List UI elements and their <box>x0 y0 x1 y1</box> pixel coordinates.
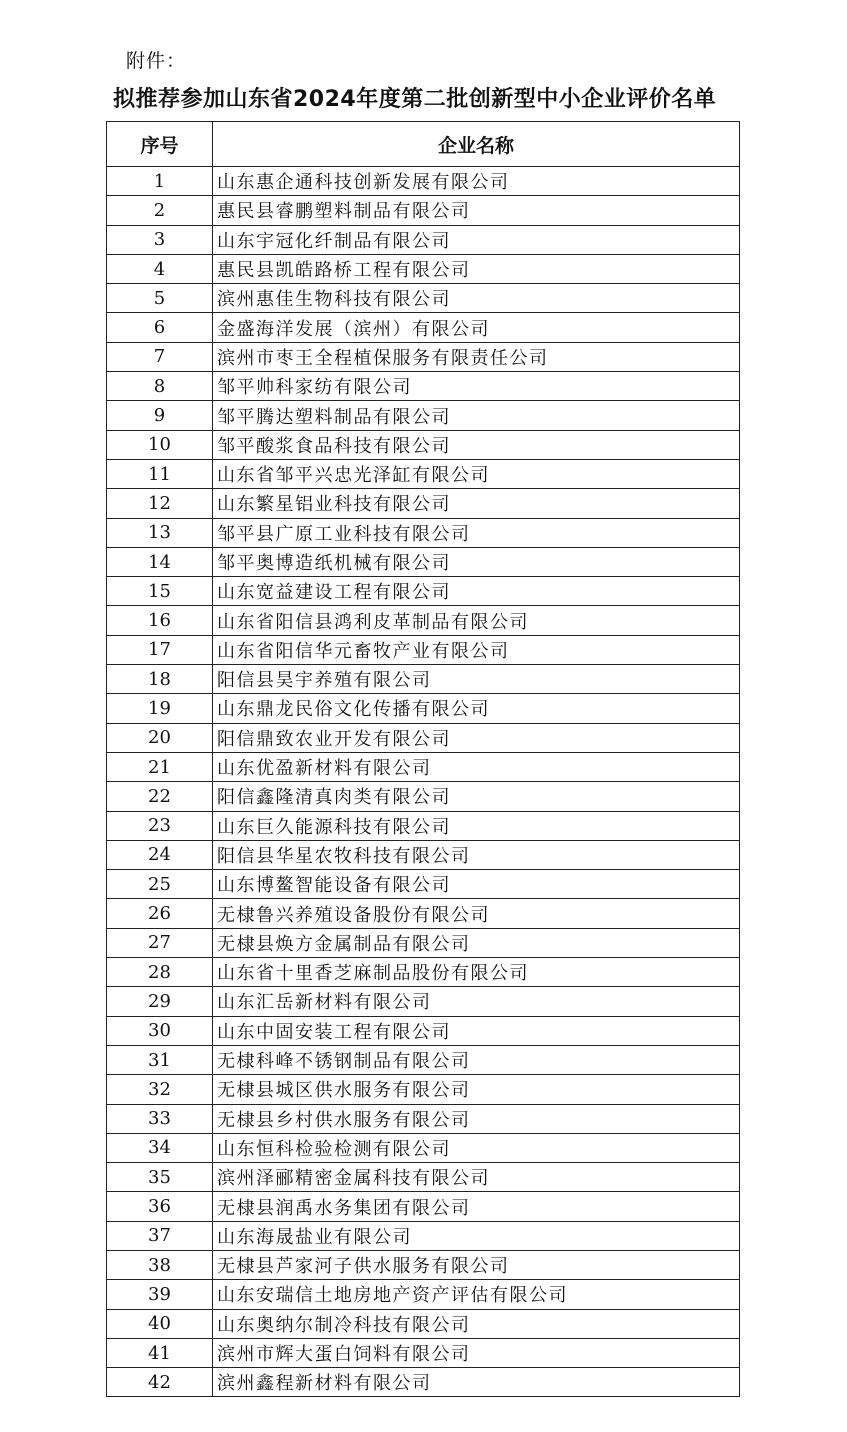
table-row <box>107 1280 740 1309</box>
enterprise-name: 山东安瑞信土地房地产资产评估有限公司 <box>213 1280 740 1309</box>
enterprise-name: 山东博鳌智能设备有限公司 <box>213 870 740 899</box>
table-row <box>107 987 740 1016</box>
enterprise-name: 山东省阳信县鸿利皮革制品有限公司 <box>213 606 740 635</box>
table-row <box>107 167 740 196</box>
enterprise-name: 山东奥纳尔制冷科技有限公司 <box>213 1309 740 1338</box>
table-row <box>107 606 740 635</box>
table-row <box>107 459 740 488</box>
table-row <box>107 899 740 928</box>
table-row <box>107 1309 740 1338</box>
table-row <box>107 1104 740 1133</box>
enterprise-name: 无棣县乡村供水服务有限公司 <box>213 1104 740 1133</box>
row-index: 5 <box>107 284 213 313</box>
row-index: 36 <box>107 1192 213 1221</box>
table-row <box>107 372 740 401</box>
table-row <box>107 1133 740 1162</box>
enterprise-name: 山东省十里香芝麻制品股份有限公司 <box>213 958 740 987</box>
header-enterprise-name: 企业名称 <box>213 122 740 167</box>
enterprise-name: 山东宇冠化纤制品有限公司 <box>213 225 740 254</box>
enterprise-name: 山东海晟盐业有限公司 <box>213 1221 740 1250</box>
row-index: 3 <box>107 225 213 254</box>
table-row <box>107 196 740 225</box>
table-row <box>107 928 740 957</box>
enterprise-name: 无棣科峰不锈钢制品有限公司 <box>213 1045 740 1074</box>
row-index: 31 <box>107 1045 213 1074</box>
row-index: 26 <box>107 899 213 928</box>
enterprise-name: 山东繁星铝业科技有限公司 <box>213 489 740 518</box>
enterprise-name: 山东惠企通科技创新发展有限公司 <box>213 167 740 196</box>
table-row <box>107 1192 740 1221</box>
table-row <box>107 840 740 869</box>
table-row <box>107 401 740 430</box>
header-index: 序号 <box>107 122 213 167</box>
enterprise-name: 无棣鲁兴养殖设备股份有限公司 <box>213 899 740 928</box>
row-index: 13 <box>107 518 213 547</box>
row-index: 25 <box>107 870 213 899</box>
row-index: 11 <box>107 459 213 488</box>
row-index: 14 <box>107 547 213 576</box>
table-row <box>107 1163 740 1192</box>
row-index: 33 <box>107 1104 213 1133</box>
enterprise-name: 滨州市辉大蛋白饲料有限公司 <box>213 1338 740 1367</box>
enterprise-name: 惠民县凯皓路桥工程有限公司 <box>213 254 740 283</box>
row-index: 1 <box>107 167 213 196</box>
row-index: 7 <box>107 342 213 371</box>
enterprise-name: 滨州鑫程新材料有限公司 <box>213 1368 740 1397</box>
enterprise-name: 无棣县芦家河子供水服务有限公司 <box>213 1250 740 1279</box>
enterprise-name: 金盛海洋发展（滨州）有限公司 <box>213 313 740 342</box>
table-row <box>107 752 740 781</box>
row-index: 34 <box>107 1133 213 1162</box>
row-index: 18 <box>107 665 213 694</box>
table-row <box>107 342 740 371</box>
enterprise-name: 山东省邹平兴忠光泽缸有限公司 <box>213 459 740 488</box>
row-index: 6 <box>107 313 213 342</box>
table-row <box>107 313 740 342</box>
table-row <box>107 1338 740 1367</box>
row-index: 30 <box>107 1016 213 1045</box>
enterprise-name: 滨州市枣王全程植保服务有限责任公司 <box>213 342 740 371</box>
table-row <box>107 723 740 752</box>
enterprise-name: 山东恒科检验检测有限公司 <box>213 1133 740 1162</box>
table-row <box>107 1250 740 1279</box>
table-row <box>107 870 740 899</box>
enterprise-name: 山东宽益建设工程有限公司 <box>213 577 740 606</box>
row-index: 42 <box>107 1368 213 1397</box>
table-row <box>107 1016 740 1045</box>
table-row <box>107 694 740 723</box>
row-index: 4 <box>107 254 213 283</box>
table-row <box>107 284 740 313</box>
row-index: 41 <box>107 1338 213 1367</box>
enterprise-name: 山东省阳信华元畜牧产业有限公司 <box>213 635 740 664</box>
table-header-row <box>107 122 740 167</box>
row-index: 38 <box>107 1250 213 1279</box>
row-index: 23 <box>107 811 213 840</box>
row-index: 17 <box>107 635 213 664</box>
table-row <box>107 1368 740 1397</box>
table-row <box>107 811 740 840</box>
enterprise-name: 阳信鑫隆清真肉类有限公司 <box>213 782 740 811</box>
enterprise-name: 邹平酸浆食品科技有限公司 <box>213 430 740 459</box>
row-index: 2 <box>107 196 213 225</box>
enterprise-name: 山东巨久能源科技有限公司 <box>213 811 740 840</box>
row-index: 27 <box>107 928 213 957</box>
enterprise-name: 惠民县睿鹏塑料制品有限公司 <box>213 196 740 225</box>
table-row <box>107 665 740 694</box>
enterprise-name: 邹平县广原工业科技有限公司 <box>213 518 740 547</box>
row-index: 28 <box>107 958 213 987</box>
table-row <box>107 958 740 987</box>
enterprise-name: 邹平帅科家纺有限公司 <box>213 372 740 401</box>
row-index: 10 <box>107 430 213 459</box>
row-index: 15 <box>107 577 213 606</box>
table-row <box>107 1075 740 1104</box>
table-row <box>107 635 740 664</box>
row-index: 40 <box>107 1309 213 1338</box>
row-index: 32 <box>107 1075 213 1104</box>
row-index: 24 <box>107 840 213 869</box>
row-index: 20 <box>107 723 213 752</box>
enterprise-name: 山东中固安装工程有限公司 <box>213 1016 740 1045</box>
attachment-label: 附件： <box>126 50 187 72</box>
enterprise-name: 无棣县焕方金属制品有限公司 <box>213 928 740 957</box>
enterprise-name: 无棣县润禹水务集团有限公司 <box>213 1192 740 1221</box>
document-title: 拟推荐参加山东省2024年度第二批创新型中小企业评价名单 <box>113 87 717 112</box>
table-row <box>107 489 740 518</box>
row-index: 39 <box>107 1280 213 1309</box>
enterprise-name: 山东汇岳新材料有限公司 <box>213 987 740 1016</box>
enterprise-name: 阳信县华星农牧科技有限公司 <box>213 840 740 869</box>
row-index: 16 <box>107 606 213 635</box>
enterprise-name: 山东鼎龙民俗文化传播有限公司 <box>213 694 740 723</box>
enterprise-name: 滨州惠佳生物科技有限公司 <box>213 284 740 313</box>
row-index: 22 <box>107 782 213 811</box>
row-index: 12 <box>107 489 213 518</box>
table-row <box>107 430 740 459</box>
row-index: 9 <box>107 401 213 430</box>
table-row <box>107 577 740 606</box>
table-row <box>107 547 740 576</box>
row-index: 21 <box>107 752 213 781</box>
enterprise-table <box>106 121 740 1397</box>
enterprise-name: 无棣县城区供水服务有限公司 <box>213 1075 740 1104</box>
table-row <box>107 1045 740 1074</box>
row-index: 35 <box>107 1163 213 1192</box>
row-index: 37 <box>107 1221 213 1250</box>
enterprise-name: 邹平腾达塑料制品有限公司 <box>213 401 740 430</box>
row-index: 8 <box>107 372 213 401</box>
row-index: 19 <box>107 694 213 723</box>
enterprise-name: 邹平奥博造纸机械有限公司 <box>213 547 740 576</box>
table-row <box>107 782 740 811</box>
enterprise-name: 山东优盈新材料有限公司 <box>213 752 740 781</box>
table-row <box>107 225 740 254</box>
row-index: 29 <box>107 987 213 1016</box>
enterprise-name: 阳信县昊宇养殖有限公司 <box>213 665 740 694</box>
table-row <box>107 1221 740 1250</box>
table-row <box>107 518 740 547</box>
table-row <box>107 254 740 283</box>
enterprise-name: 滨州泽郦精密金属科技有限公司 <box>213 1163 740 1192</box>
table-body <box>107 167 740 1397</box>
enterprise-name: 阳信鼎致农业开发有限公司 <box>213 723 740 752</box>
